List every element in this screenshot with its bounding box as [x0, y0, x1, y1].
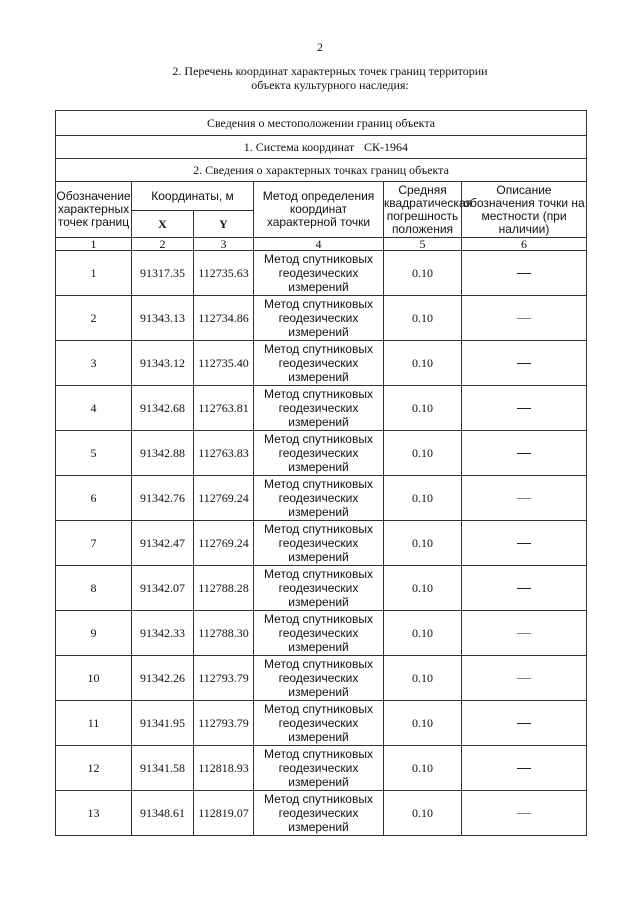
document-heading: [110, 64, 550, 92]
point-x: 91342.33: [132, 611, 194, 656]
point-error: 0.10: [384, 746, 462, 791]
point-method: Метод спутниковых геодезических измерений: [254, 476, 384, 521]
point-description: [462, 296, 587, 341]
table-row: [56, 701, 587, 746]
point-number: 11: [56, 701, 132, 746]
header-description: Описание обозначения точки на местности (при наличии): [463, 182, 585, 236]
points-section-title: 2. Сведения о характерных точках границ объекта: [56, 159, 587, 182]
point-number: 2: [56, 296, 132, 341]
column-number: 3: [194, 238, 254, 251]
header-designation: Обозначение характерных точек границ: [56, 182, 132, 238]
point-x: 91348.61: [132, 791, 194, 836]
dash-mark: [517, 633, 531, 634]
point-error: 0.10: [384, 701, 462, 746]
point-x: 91342.76: [132, 476, 194, 521]
dash-mark: [517, 723, 531, 724]
point-y: 112735.63: [194, 251, 254, 296]
point-number: 1: [56, 251, 132, 296]
dash-mark: [517, 273, 531, 274]
point-description: [462, 611, 587, 656]
point-number: 9: [56, 611, 132, 656]
point-y: 112734.86: [194, 296, 254, 341]
point-description: [462, 386, 587, 431]
point-x: 91342.88: [132, 431, 194, 476]
header-y: Y: [194, 211, 254, 238]
dash-mark: [517, 588, 531, 589]
point-description: [462, 701, 587, 746]
point-method: Метод спутниковых геодезических измерений: [254, 431, 384, 476]
point-x: 91343.12: [132, 341, 194, 386]
table-row: [56, 611, 587, 656]
point-method: Метод спутниковых геодезических измерений: [254, 521, 384, 566]
coordinate-system-row: [56, 136, 587, 159]
coordinates-table: [55, 110, 587, 836]
point-error: 0.10: [384, 341, 462, 386]
point-y: 112763.81: [194, 386, 254, 431]
header-error: Средняя квадратическая погрешность положения: [384, 182, 473, 236]
heading-line-1: 2. Перечень координат характерных точек границ территории: [172, 64, 488, 78]
point-number: 6: [56, 476, 132, 521]
point-error: 0.10: [384, 656, 462, 701]
point-description: [462, 566, 587, 611]
point-description: [462, 341, 587, 386]
dash-mark: [517, 408, 531, 409]
point-y: 112793.79: [194, 701, 254, 746]
point-x: 91342.47: [132, 521, 194, 566]
point-y: 112788.30: [194, 611, 254, 656]
point-number: 3: [56, 341, 132, 386]
page-number: 2: [317, 40, 323, 54]
header-x: X: [132, 211, 194, 238]
point-y: 112819.07: [194, 791, 254, 836]
coordinate-system-value: СК-1964: [363, 139, 408, 154]
point-method: Метод спутниковых геодезических измерений: [254, 296, 384, 341]
point-x: 91342.07: [132, 566, 194, 611]
point-description: [462, 746, 587, 791]
table-row: [56, 656, 587, 701]
point-x: 91341.95: [132, 701, 194, 746]
dash-mark: [517, 453, 531, 454]
dash-mark: [517, 768, 531, 769]
table-row: [56, 521, 587, 566]
dash-mark: [517, 678, 531, 679]
point-description: [462, 521, 587, 566]
dash-mark: [517, 318, 531, 319]
table-row: [56, 566, 587, 611]
point-method: Метод спутниковых геодезических измерений: [254, 386, 384, 431]
coordinate-system-label: 1. Система координат: [243, 139, 355, 154]
point-y: 112763.83: [194, 431, 254, 476]
header-method: Метод определения координат характерной точки: [254, 182, 384, 238]
point-x: 91341.58: [132, 746, 194, 791]
point-x: 91342.26: [132, 656, 194, 701]
point-error: 0.10: [384, 251, 462, 296]
point-description: [462, 656, 587, 701]
table-title: Сведения о местоположении границ объекта: [56, 111, 587, 136]
point-error: 0.10: [384, 386, 462, 431]
table-row: [56, 746, 587, 791]
point-y: 112793.79: [194, 656, 254, 701]
point-error: 0.10: [384, 476, 462, 521]
table-row: [56, 296, 587, 341]
point-error: 0.10: [384, 791, 462, 836]
point-x: 91317.35: [132, 251, 194, 296]
column-number: 6: [462, 238, 587, 251]
column-number: 4: [254, 238, 384, 251]
point-y: 112818.93: [194, 746, 254, 791]
column-number: 1: [56, 238, 132, 251]
point-method: Метод спутниковых геодезических измерений: [254, 611, 384, 656]
table-row: [56, 791, 587, 836]
point-description: [462, 431, 587, 476]
point-number: 13: [56, 791, 132, 836]
column-number: 5: [384, 238, 462, 251]
point-y: 112769.24: [194, 476, 254, 521]
point-y: 112735.40: [194, 341, 254, 386]
point-number: 10: [56, 656, 132, 701]
point-method: Метод спутниковых геодезических измерений: [254, 791, 384, 836]
heading-line-2: объекта культурного наследия:: [251, 78, 409, 92]
point-number: 7: [56, 521, 132, 566]
point-y: 112788.28: [194, 566, 254, 611]
dash-mark: [517, 498, 531, 499]
point-x: 91342.68: [132, 386, 194, 431]
point-error: 0.10: [384, 521, 462, 566]
point-y: 112769.24: [194, 521, 254, 566]
column-number: 2: [132, 238, 194, 251]
dash-mark: [517, 543, 531, 544]
point-error: 0.10: [384, 566, 462, 611]
table-row: [56, 386, 587, 431]
point-error: 0.10: [384, 431, 462, 476]
point-error: 0.10: [384, 611, 462, 656]
point-method: Метод спутниковых геодезических измерений: [254, 701, 384, 746]
point-description: [462, 791, 587, 836]
column-numbers-row: [56, 238, 587, 251]
table-row: [56, 476, 587, 521]
point-method: Метод спутниковых геодезических измерений: [254, 566, 384, 611]
point-number: 4: [56, 386, 132, 431]
point-method: Метод спутниковых геодезических измерений: [254, 251, 384, 296]
table-row: [56, 431, 587, 476]
point-method: Метод спутниковых геодезических измерений: [254, 746, 384, 791]
point-number: 5: [56, 431, 132, 476]
point-x: 91343.13: [132, 296, 194, 341]
point-number: 8: [56, 566, 132, 611]
table-row: [56, 341, 587, 386]
table-row: [56, 251, 587, 296]
dash-mark: [517, 813, 531, 814]
point-description: [462, 251, 587, 296]
point-description: [462, 476, 587, 521]
dash-mark: [517, 363, 531, 364]
header-coordinates: Координаты, м: [132, 182, 254, 211]
point-error: 0.10: [384, 296, 462, 341]
point-method: Метод спутниковых геодезических измерений: [254, 656, 384, 701]
point-method: Метод спутниковых геодезических измерений: [254, 341, 384, 386]
point-number: 12: [56, 746, 132, 791]
